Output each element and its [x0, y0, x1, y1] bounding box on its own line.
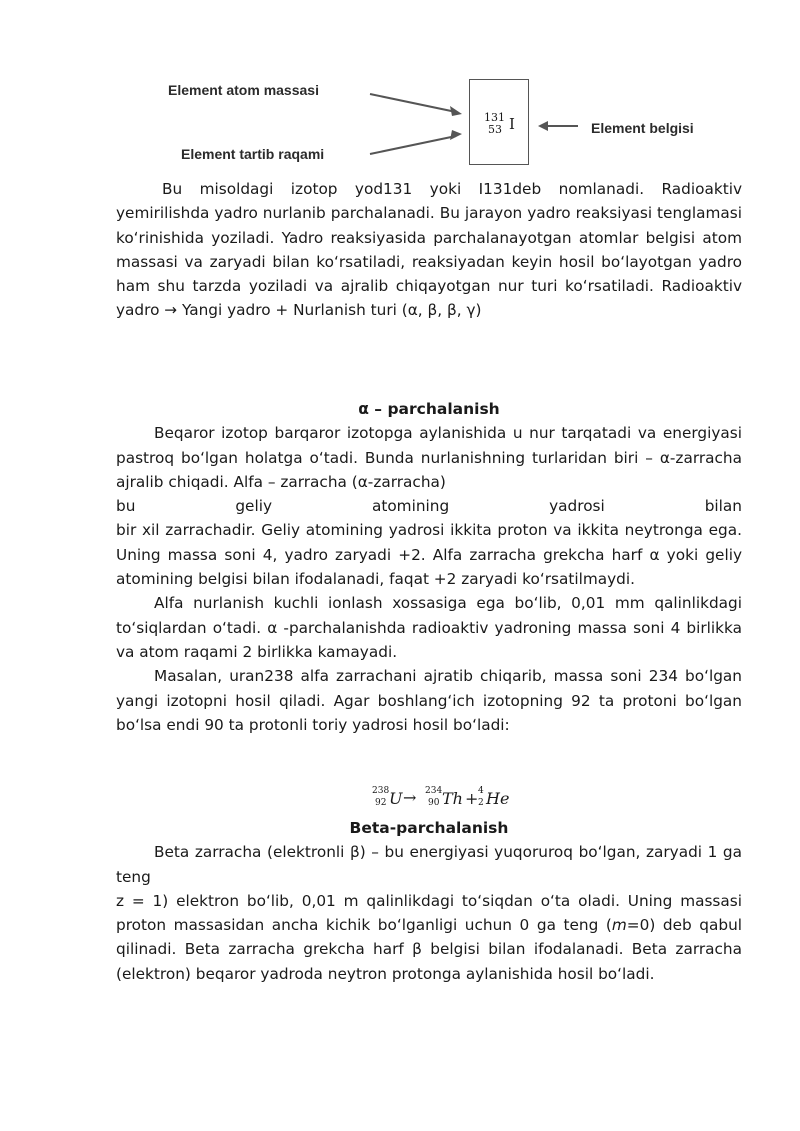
- label-element-sign: Element belgisi: [591, 120, 694, 136]
- arrow-mass-head: [450, 106, 462, 116]
- intro-text: [116, 177, 742, 323]
- heading-beta: Beta-parchalanish: [349, 819, 509, 837]
- paragraph-beta-1: Beta zarracha (elektronli β) – bu energiyasi yuqoruroq boʻlgan, zaryadi 1 ga teng: [116, 843, 742, 886]
- element-symbol: I: [509, 115, 515, 133]
- he-mass-number: 4: [478, 786, 484, 796]
- mass-symbol: m: [611, 916, 627, 935]
- label-atom-mass: Element atom massasi: [168, 82, 319, 98]
- paragraph-beta-2-end: =0) deb qabul qilinadi. Beta zarracha grekcha harf β belgisi bilan ifodalanadi. Beta zarracha (elektron) beqaror yadroda neytron protonga aylanishida hosil boʻladi.: [116, 916, 743, 983]
- mass-number: 131: [484, 111, 505, 124]
- paragraph-alpha-2: Alfa nurlanish kuchli ionlash xossasiga ega boʻlib, 0,01 mm qalinlikdagi toʻsiqlardan oʻtadi. α -parchalanishda radioaktiv yadroning massa soni 4 birlikka va atom raqami 2 birlikka kamayadi.: [116, 594, 742, 661]
- th-symbol: Th: [442, 789, 463, 808]
- paragraph-intro: Bu misoldagi izotop yod131 yoki I131deb nomlanadi. Radioaktiv yemirilishda yadro nurlanib parchalanadi. Bu jarayon yadro reaksiyasi tenglamasi koʻrinishida yoziladi. Yadro reaksiyasida parchalanayotgan atomlar belgisi atom massasi va zaryadi bilan koʻrsatiladi, reaksiyadan keyin hosil boʻlayotgan yadro ham shu tarzda yoziladi va ajralib chiqayotgan nur turi koʻrsatiladi. Radioaktiv yadro → Yangi yadro + Nurlanish turi (α, β, β, γ): [116, 180, 742, 320]
- u-mass-number: 238: [372, 786, 390, 796]
- paragraph-alpha-1: Beqaror izotop barqaror izotopga aylanishida u nur tarqatadi va energiyasi pastroq boʻlgan holatga oʻtadi. Bunda nurlanishning turlaridan biri – α-zarracha ajralib chiqadi. Alfa – zarracha (α-zarracha): [116, 424, 742, 491]
- alpha-decay-equation: [372, 788, 522, 814]
- paragraph-alpha-1b: bu geliy atomining yadrosi bilan: [116, 497, 742, 516]
- arrow-number-line: [370, 136, 456, 154]
- th-atomic-number: 90: [428, 798, 440, 808]
- paragraph-beta-2: [116, 889, 742, 986]
- th-mass-number: 234: [425, 786, 443, 796]
- u-symbol: U: [389, 789, 403, 808]
- equation-arrow: →: [403, 788, 417, 807]
- label-atomic-number: Element tartib raqami: [181, 146, 325, 162]
- he-symbol: He: [486, 789, 510, 808]
- arrow-number-head: [450, 130, 462, 140]
- he-atomic-number: 2: [478, 798, 484, 808]
- beta-section: [116, 816, 742, 986]
- paragraph-beta-2-text: z = 1) elektron boʻlib, 0,01 m qalinlikdagi toʻsiqdan oʻta oladi. Uning massasi proton massasidan ancha kichik boʻlganligi uchun 0 ga teng (: [116, 891, 742, 935]
- element-box: [469, 79, 529, 165]
- u-atomic-number: 92: [375, 798, 387, 808]
- paragraph-alpha-1c: bir xil zarrachadir. Geliy atomining yadrosi ikkita proton va ikkita neytronga ega. Uning massa soni 4, yadro zaryadi +2. Alfa zarracha grekcha harf α yoki geliy atomining belgisi bilan ifodalanadi, faqat +2 zaryadi koʻrsatilmaydi.: [116, 521, 742, 589]
- equation-plus: +: [465, 789, 479, 808]
- arrow-sign-head: [538, 121, 548, 131]
- paragraph-alpha-3: Masalan, uran238 alfa zarrachani ajratib chiqarib, massa soni 234 boʻlgan yangi izotopni hosil qiladi. Agar boshlangʻich izotopning 92 ta protoni boʻlgan boʻlsa endi 90 ta protonli toriy yadrosi hosil boʻladi:: [116, 667, 742, 734]
- atomic-number: 53: [488, 123, 502, 136]
- arrow-mass-line: [370, 94, 456, 112]
- isotope-notation-figure: [160, 72, 720, 172]
- heading-alpha: α – parchalanish: [358, 400, 500, 418]
- alpha-section: [116, 397, 742, 737]
